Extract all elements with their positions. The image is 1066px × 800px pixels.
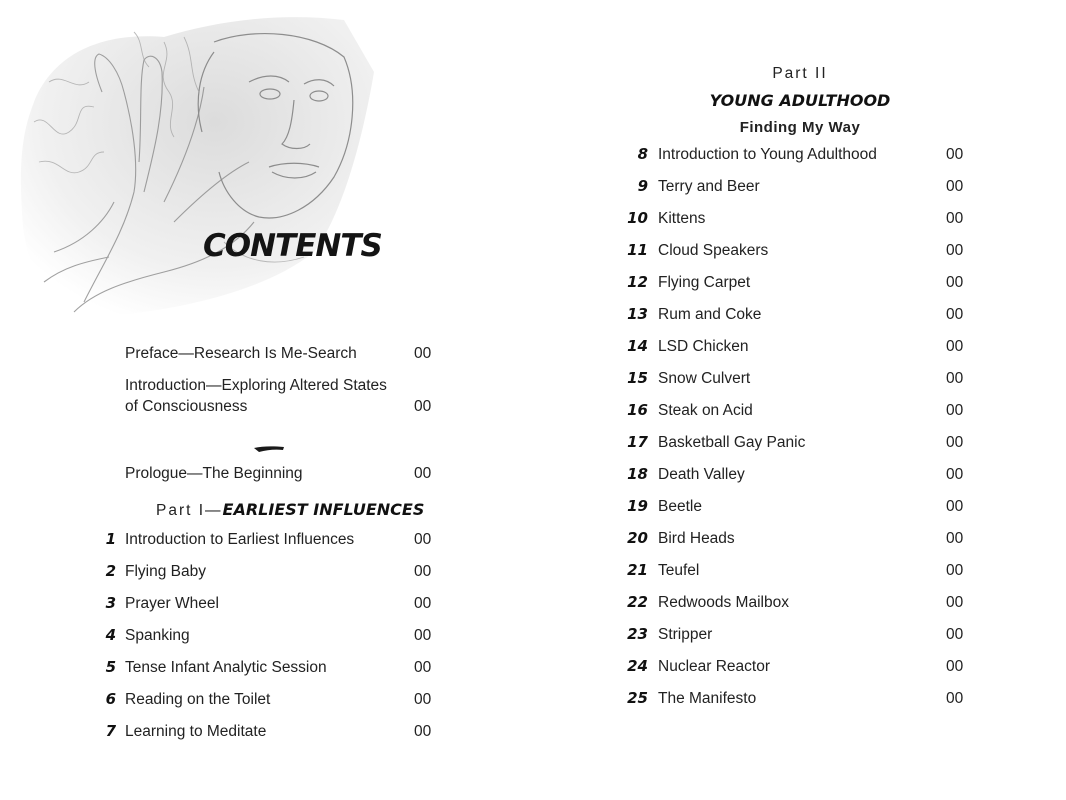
chapter-number: 15 xyxy=(627,369,648,387)
chapter-title: Terry and Beer xyxy=(658,178,760,195)
chapter-title: Steak on Acid xyxy=(658,402,753,419)
chapter-title: Reading on the Toilet xyxy=(125,691,271,708)
chapter-title: Prayer Wheel xyxy=(125,595,219,612)
chapter-number: 6 xyxy=(105,690,116,708)
toc-entry-page: 00 xyxy=(414,398,432,415)
chapter-page: 00 xyxy=(946,370,964,387)
chapter-page: 00 xyxy=(946,530,964,547)
part-1-title: EARLIEST INFLUENCES xyxy=(222,500,425,519)
chapter-number: 12 xyxy=(627,273,648,291)
chapter-number: 10 xyxy=(627,209,648,227)
chapter-number: 17 xyxy=(627,433,648,451)
chapter-number: 5 xyxy=(105,658,116,676)
chapter-title: Flying Carpet xyxy=(658,274,751,291)
chapter-number: 20 xyxy=(627,529,648,547)
chapter-page: 00 xyxy=(414,563,432,580)
chapter-page: 00 xyxy=(946,434,964,451)
part-2-label: Part II xyxy=(772,65,828,82)
chapter-page: 00 xyxy=(946,338,964,355)
chapter-title: Spanking xyxy=(125,627,190,644)
chapter-title: Snow Culvert xyxy=(658,370,751,387)
chapter-number: 1 xyxy=(105,530,116,548)
chapter-title: Redwoods Mailbox xyxy=(658,594,789,611)
chapter-page: 00 xyxy=(946,242,964,259)
chapter-number: 4 xyxy=(105,626,116,644)
chapter-page: 00 xyxy=(946,562,964,579)
portrait-sketch-illustration xyxy=(14,12,378,324)
chapter-page: 00 xyxy=(414,595,432,612)
chapter-page: 00 xyxy=(414,723,432,740)
chapter-page: 00 xyxy=(946,658,964,675)
chapter-title: Learning to Meditate xyxy=(125,723,267,740)
chapter-title: Rum and Coke xyxy=(658,306,762,323)
chapter-page: 00 xyxy=(946,498,964,515)
chapter-title: Bird Heads xyxy=(658,530,735,547)
chapter-number: 8 xyxy=(637,145,648,163)
toc-entry-label: Preface—Research Is Me-Search xyxy=(125,345,357,362)
chapter-title: Introduction to Earliest Influences xyxy=(125,531,355,548)
chapter-page: 00 xyxy=(946,594,964,611)
chapter-number: 25 xyxy=(627,689,648,707)
toc-entry-page: 00 xyxy=(414,345,432,362)
chapter-page: 00 xyxy=(414,691,432,708)
toc-entry-label: Introduction—Exploring Altered States xyxy=(125,377,387,394)
toc-entry-label: Prologue—The Beginning xyxy=(125,465,303,482)
chapter-number: 9 xyxy=(637,177,648,195)
chapter-number: 13 xyxy=(627,305,648,323)
chapter-number: 22 xyxy=(627,593,648,611)
chapter-title: Death Valley xyxy=(658,466,745,483)
chapter-title: Basketball Gay Panic xyxy=(658,434,806,451)
chapter-title: Teufel xyxy=(658,562,700,579)
chapter-page: 00 xyxy=(414,659,432,676)
part-2-subtitle: Finding My Way xyxy=(739,119,861,136)
chapter-number: 14 xyxy=(627,337,648,355)
dash-ornament-icon xyxy=(253,444,285,454)
chapter-number: 19 xyxy=(627,497,648,515)
chapter-title: Introduction to Young Adulthood xyxy=(658,146,877,163)
part-1-heading xyxy=(156,498,424,523)
contents-title: CONTENTS xyxy=(203,228,382,264)
part-2-title: YOUNG ADULTHOOD xyxy=(709,91,891,110)
chapter-number: 18 xyxy=(627,465,648,483)
chapter-page: 00 xyxy=(946,274,964,291)
chapter-number: 3 xyxy=(105,594,116,612)
toc-entry-label-continued: of Consciousness xyxy=(125,398,248,415)
chapter-title: Flying Baby xyxy=(125,563,206,580)
chapter-page: 00 xyxy=(946,210,964,227)
chapter-number: 21 xyxy=(627,561,648,579)
chapter-page: 00 xyxy=(946,306,964,323)
chapter-page: 00 xyxy=(414,627,432,644)
chapter-title: Kittens xyxy=(658,210,706,227)
chapter-page: 00 xyxy=(946,178,964,195)
chapter-page: 00 xyxy=(946,146,964,163)
chapter-title: Tense Infant Analytic Session xyxy=(125,659,327,676)
chapter-title: Beetle xyxy=(658,498,702,515)
toc-entry-page: 00 xyxy=(414,465,432,482)
chapter-title: Nuclear Reactor xyxy=(658,658,770,675)
chapter-title: Cloud Speakers xyxy=(658,242,769,259)
chapter-number: 23 xyxy=(627,625,648,643)
chapter-title: The Manifesto xyxy=(658,690,757,707)
chapter-number: 16 xyxy=(627,401,648,419)
chapter-page: 00 xyxy=(946,626,964,643)
chapter-page: 00 xyxy=(946,466,964,483)
chapter-number: 24 xyxy=(627,657,648,675)
chapter-title: LSD Chicken xyxy=(658,338,749,355)
chapter-title: Stripper xyxy=(658,626,713,643)
chapter-number: 11 xyxy=(627,241,648,259)
chapter-number: 2 xyxy=(105,562,116,580)
chapter-page: 00 xyxy=(946,402,964,419)
chapter-page: 00 xyxy=(414,531,432,548)
chapter-page: 00 xyxy=(946,690,964,707)
part-1-prefix: Part I— xyxy=(156,502,223,519)
chapter-number: 7 xyxy=(105,722,116,740)
